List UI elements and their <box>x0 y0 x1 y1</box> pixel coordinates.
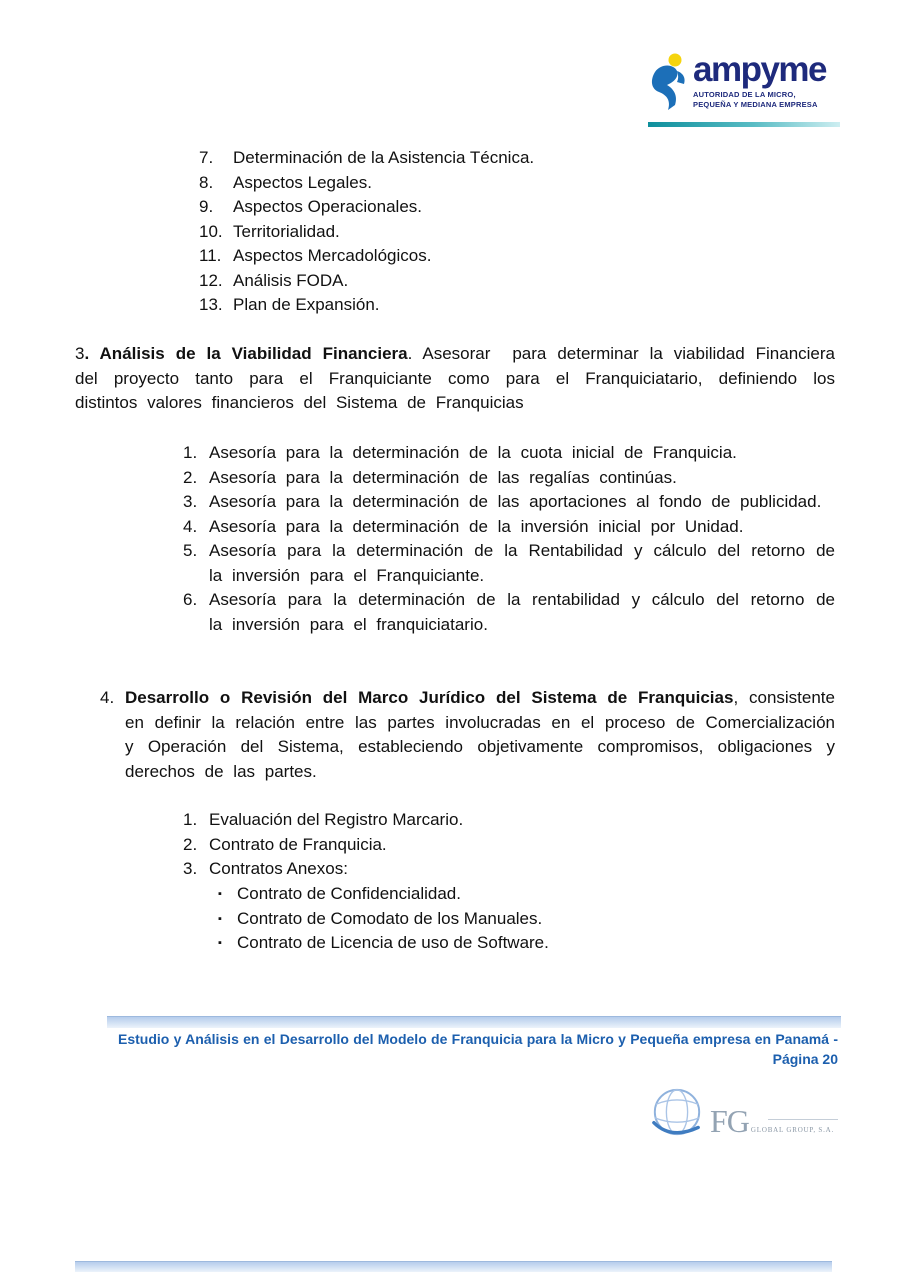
section-3-list <box>183 441 835 637</box>
list-item-number: 2. <box>183 834 198 854</box>
bullet-item <box>218 907 835 932</box>
section-4-body: , consistente en definir la relación entre las partes involucradas en el proceso de Comercialización y Operación del Sistema, estableciendo objetivamente compromisos, obligaciones y derechos de las partes. <box>125 688 835 781</box>
list-item <box>199 146 779 171</box>
list-item-number: 8. <box>199 172 214 192</box>
list-item-text: Aspectos Operacionales. <box>233 197 422 216</box>
globe-icon <box>650 1086 704 1145</box>
section-3-title: . Análisis de la Viabilidad Financiera <box>84 344 408 363</box>
section-3-number: 3 <box>75 344 85 363</box>
bullet-marker: ▪ <box>218 888 222 900</box>
fg-initials: FG <box>710 1102 749 1139</box>
list-item <box>183 466 835 491</box>
fg-global-group-logo <box>650 1086 840 1145</box>
numbered-list-continuation <box>199 146 779 318</box>
bullet-text: Contrato de Comodato de los Manuales. <box>237 908 543 928</box>
bullet-item <box>218 931 835 956</box>
list-item-text: Contrato de Franquicia. <box>209 834 387 854</box>
list-item-number: 13. <box>199 295 223 314</box>
ampyme-tagline <box>693 90 826 110</box>
bullet-marker: ▪ <box>218 937 222 949</box>
section-4-number: 4. <box>100 688 115 707</box>
bullet-text: Contrato de Licencia de uso de Software. <box>237 933 549 952</box>
list-item <box>183 588 835 637</box>
ampyme-logo <box>648 52 840 127</box>
list-item-number: 1. <box>183 443 198 462</box>
list-item-number: 7. <box>199 148 214 167</box>
section-3-body: . Asesorar para determinar la viabilidad Financiera del proyecto tanto para el Franquiciante como para el Franquiciatario, definiendo los distintos valores financieros del Sistema de Franquicias <box>75 344 835 412</box>
list-item <box>199 244 779 269</box>
list-item <box>183 441 835 466</box>
list-item-number: 2. <box>183 467 198 487</box>
section-4-sublist <box>183 808 835 882</box>
list-item-text: Aspectos Mercadológicos. <box>233 246 432 265</box>
ampyme-brand: ampyme <box>693 50 827 89</box>
list-item-text: Asesoría para la determinación de la inversión inicial por Unidad. <box>209 516 744 536</box>
section-4-item <box>100 686 835 784</box>
list-item-text: Asesoría para la determinación de la rentabilidad y cálculo del retorno de la inversión para el franquiciatario. <box>209 590 835 634</box>
list-item-text: Asesoría para la determinación de las regalías continúas. <box>209 467 677 487</box>
list-item <box>183 490 835 515</box>
bullet-text: Contrato de Confidencialidad. <box>237 884 461 903</box>
footer-text: Estudio y Análisis en el Desarrollo del Modelo de Franquicia para la Micro y Pequeña empresa en Panamá - Página 20 <box>118 1031 838 1067</box>
list-item-text: Asesoría para la determinación de las aportaciones al fondo de publicidad. <box>209 492 822 511</box>
list-item-text: Análisis FODA. <box>233 270 349 290</box>
list-item <box>183 857 835 882</box>
list-item-text: Plan de Expansión. <box>233 295 380 314</box>
list-item-number: 11. <box>199 246 222 265</box>
section-3-paragraph <box>75 342 835 416</box>
list-item <box>183 515 835 540</box>
list-item <box>199 293 779 318</box>
bottom-page-bar <box>75 1261 832 1272</box>
list-item-number: 3. <box>183 859 198 878</box>
list-item-text: Determinación de la Asistencia Técnica. <box>233 148 535 167</box>
fg-decorative-line <box>768 1119 838 1120</box>
list-item-text: Contratos Anexos: <box>209 859 348 878</box>
list-item-number: 4. <box>183 516 198 536</box>
fg-subtext: GLOBAL GROUP, S.A. <box>750 1125 835 1134</box>
list-item-number: 1. <box>183 810 198 829</box>
list-item-text: Evaluación del Registro Marcario. <box>209 810 464 829</box>
list-item <box>199 171 779 196</box>
list-item <box>183 808 835 833</box>
list-item <box>183 539 835 588</box>
list-item-text: Asesoría para la determinación de la cuota inicial de Franquicia. <box>209 443 737 462</box>
list-item-number: 6. <box>183 590 198 609</box>
bullet-item <box>218 882 835 907</box>
contracts-bullet-list <box>218 882 835 956</box>
list-item-text: Asesoría para la determinación de la Rentabilidad y cálculo del retorno de la inversión para el Franquiciante. <box>209 541 835 585</box>
footer-divider-bar <box>107 1016 841 1028</box>
list-item <box>199 269 779 294</box>
list-item-number: 9. <box>199 197 214 216</box>
list-item-text: Territorialidad. <box>233 221 340 241</box>
list-item-number: 3. <box>183 492 198 511</box>
list-item <box>199 220 779 245</box>
list-item-text: Aspectos Legales. <box>233 172 372 192</box>
bullet-marker: ▪ <box>218 912 222 925</box>
list-item-number: 10. <box>199 221 223 241</box>
list-item <box>199 195 779 220</box>
section-4-title: Desarrollo o Revisión del Marco Jurídico del Sistema de Franquicias <box>125 688 734 707</box>
ampyme-person-icon <box>648 52 688 117</box>
list-item-number: 5. <box>183 541 198 560</box>
ampyme-underline <box>648 122 840 127</box>
list-item-number: 12. <box>199 270 223 290</box>
section-4-paragraph <box>125 686 835 784</box>
ampyme-tagline-line2: PEQUEÑA Y MEDIANA EMPRESA <box>693 100 818 110</box>
ampyme-tagline-line1: AUTORIDAD DE LA MICRO, <box>693 90 796 99</box>
list-item <box>183 833 835 858</box>
